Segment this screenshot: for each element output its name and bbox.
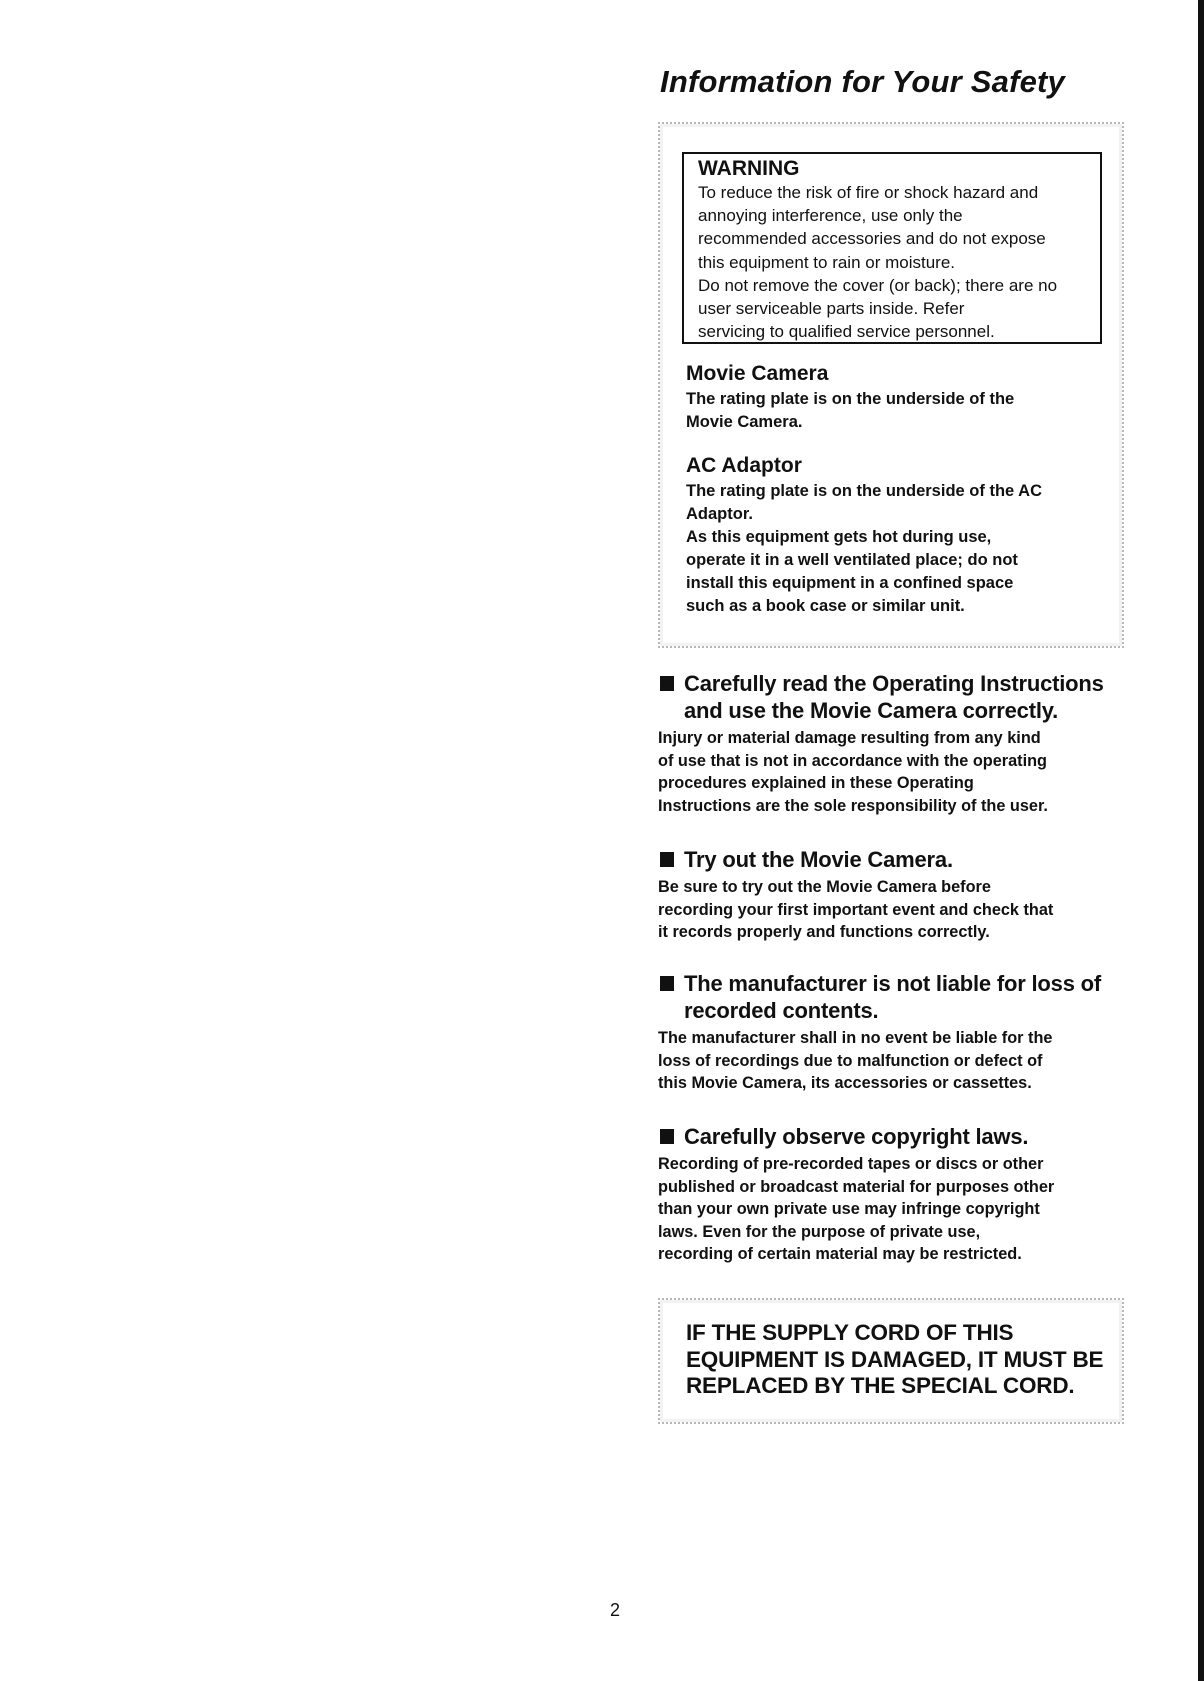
- body-line: Injury or material damage resulting from any kind: [658, 729, 1041, 747]
- body-line: recording your first important event and check that: [658, 900, 1054, 919]
- square-bullet-icon: [660, 1129, 674, 1144]
- ac-adaptor-line: install this equipment in a confined space: [686, 574, 1014, 592]
- body-line: The manufacturer shall in no event be liable for the: [658, 1029, 1053, 1047]
- instruction-heading: [658, 970, 1128, 1024]
- warning-text: [698, 181, 1100, 343]
- instruction-body: [658, 876, 1128, 944]
- warning-box: [682, 152, 1102, 344]
- heading-line: recorded contents.: [684, 998, 879, 1023]
- instruction-body: [658, 1153, 1128, 1266]
- warning-heading: WARNING: [698, 157, 800, 180]
- square-bullet-icon: [660, 852, 674, 867]
- instruction-heading: [658, 670, 1128, 724]
- body-line: Be sure to try out the Movie Camera before: [658, 878, 991, 896]
- warning-line: Do not remove the cover (or back); there are no: [698, 275, 1058, 295]
- body-line: Recording of pre-recorded tapes or discs or other: [658, 1155, 1044, 1173]
- movie-camera-line: The rating plate is on the underside of the: [686, 390, 1015, 408]
- warning-line: annoying interference, use only the: [698, 206, 963, 226]
- ac-adaptor-text: [686, 480, 1106, 618]
- ac-adaptor-line: As this equipment gets hot during use,: [686, 528, 992, 546]
- body-line: procedures explained in these Operating: [658, 774, 974, 793]
- instruction-item: [658, 846, 1128, 944]
- heading-line: Try out the Movie Camera.: [684, 847, 953, 872]
- heading-line: Carefully observe copyright laws.: [684, 1124, 1029, 1149]
- page-title: Information for Your Safety: [660, 64, 1065, 99]
- body-line: of use that is not in accordance with the operating: [658, 751, 1047, 770]
- movie-camera-text: [686, 388, 1106, 434]
- instruction-heading: [658, 846, 1128, 873]
- supply-cord-line: EQUIPMENT IS DAMAGED, IT MUST BE: [686, 1346, 1104, 1372]
- heading-line: The manufacturer is not liable for loss of: [684, 971, 1102, 996]
- body-line: this Movie Camera, its accessories or cassettes.: [658, 1074, 1032, 1093]
- instruction-item: [658, 970, 1128, 1095]
- square-bullet-icon: [660, 976, 674, 991]
- page-number: 2: [610, 1600, 621, 1620]
- ac-adaptor-line: Adaptor.: [686, 505, 753, 523]
- body-line: loss of recordings due to malfunction or defect of: [658, 1051, 1043, 1070]
- heading-line: and use the Movie Camera correctly.: [684, 698, 1059, 723]
- instruction-body: [658, 1027, 1128, 1095]
- ac-adaptor-line: The rating plate is on the underside of the AC: [686, 482, 1042, 500]
- heading-line: Carefully read the Operating Instructions: [684, 671, 1104, 696]
- movie-camera-line: Movie Camera.: [686, 413, 803, 431]
- safety-panel: [658, 122, 1124, 648]
- ac-adaptor-line: operate it in a well ventilated place; do not: [686, 551, 1018, 569]
- page-edge-line: [1198, 0, 1204, 1681]
- body-line: it records properly and functions correctly.: [658, 923, 990, 942]
- supply-cord-line: REPLACED BY THE SPECIAL CORD.: [686, 1373, 1075, 1398]
- body-line: Instructions are the sole responsibility of the user.: [658, 796, 1048, 815]
- instruction-item: [658, 670, 1128, 817]
- movie-camera-title: Movie Camera: [686, 362, 829, 385]
- warning-line: this equipment to rain or moisture.: [698, 252, 956, 272]
- body-line: laws. Even for the purpose of private use,: [658, 1222, 981, 1241]
- warning-line: To reduce the risk of fire or shock hazard and: [698, 183, 1039, 202]
- ac-adaptor-title: AC Adaptor: [686, 454, 802, 477]
- square-bullet-icon: [660, 676, 674, 691]
- ac-adaptor-line: such as a book case or similar unit.: [686, 597, 965, 615]
- instruction-item: [658, 1123, 1128, 1266]
- instruction-body: [658, 727, 1128, 817]
- warning-line: servicing to qualified service personnel.: [698, 322, 995, 342]
- body-line: published or broadcast material for purposes other: [658, 1177, 1055, 1196]
- supply-cord-line: IF THE SUPPLY CORD OF THIS: [686, 1320, 1014, 1345]
- body-line: than your own private use may infringe copyright: [658, 1200, 1040, 1219]
- warning-line: user serviceable parts inside. Refer: [698, 299, 965, 319]
- supply-cord-notice: [658, 1298, 1124, 1424]
- supply-cord-text: [686, 1320, 1103, 1400]
- instruction-heading: [658, 1123, 1128, 1150]
- body-line: recording of certain material may be restricted.: [658, 1245, 1022, 1264]
- warning-line: recommended accessories and do not expose: [698, 229, 1046, 249]
